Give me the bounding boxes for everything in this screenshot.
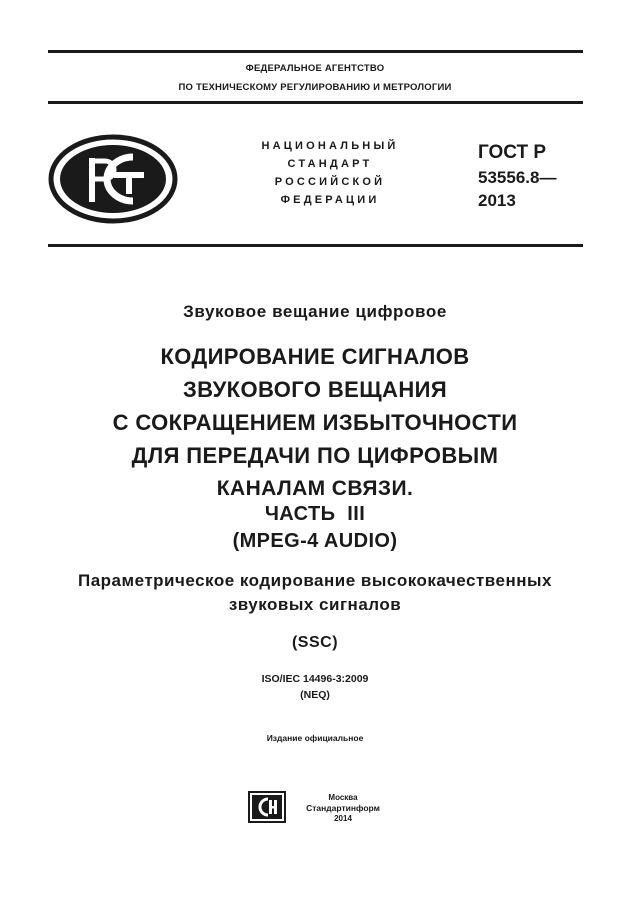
- title-line-4: ДЛЯ ПЕРЕДАЧИ ПО ЦИФРОВЫМ: [131, 443, 499, 468]
- title-line-2: ЗВУКОВОГО ВЕЩАНИЯ: [182, 377, 448, 402]
- title-line-7: (MPEG-4 AUDIO): [232, 530, 398, 552]
- title-line-3: С СОКРАЩЕНИЕМ ИЗБЫТОЧНОСТИ: [112, 410, 518, 435]
- neq-label: (NEQ): [300, 689, 330, 701]
- iso-reference: ISO/IEC 14496-3:2009: [261, 673, 369, 685]
- rst-emblem-icon: [48, 134, 178, 224]
- gost-number: 53556.8—: [478, 168, 557, 187]
- title-line-1: КОДИРОВАНИЕ СИГНАЛОВ: [160, 344, 470, 369]
- part-title-line-1: Параметрическое кодирование высококачественных: [78, 571, 552, 590]
- national-standard-line-1: НАЦИОНАЛЬНЫЙ: [261, 140, 399, 152]
- national-standard-line-3: РОССИЙСКОЙ: [274, 176, 386, 188]
- edition-label: Издание официальное: [266, 733, 364, 743]
- part-title-line-2: звуковых сигналов: [228, 595, 402, 614]
- publisher-city: Москва: [328, 793, 358, 802]
- title-line-6: ЧАСТЬ III: [264, 503, 366, 525]
- publisher-name: Стандартинформ: [306, 803, 380, 813]
- agency-line-1: ФЕДЕРАЛЬНОЕ АГЕНТСТВО: [245, 63, 385, 74]
- gost-year: 2013: [478, 191, 516, 210]
- title-line-5: КАНАЛАМ СВЯЗИ.: [216, 477, 414, 500]
- header-rule: [48, 101, 583, 104]
- abbreviation: (SSC): [291, 634, 339, 651]
- top-rule: [48, 50, 583, 53]
- agency-line-2: ПО ТЕХНИЧЕСКОМУ РЕГУЛИРОВАНИЮ И МЕТРОЛОГИИ: [178, 82, 452, 93]
- bottom-header-rule: [48, 244, 583, 247]
- gost-label: ГОСТ Р: [478, 142, 547, 163]
- national-standard-line-4: ФЕДЕРАЦИИ: [280, 194, 380, 206]
- subtitle: Звуковое вещание цифровое: [183, 302, 447, 321]
- publisher-year: 2014: [334, 814, 352, 823]
- standartinform-logo-icon: [248, 791, 286, 823]
- national-standard-line-2: СТАНДАРТ: [287, 158, 373, 170]
